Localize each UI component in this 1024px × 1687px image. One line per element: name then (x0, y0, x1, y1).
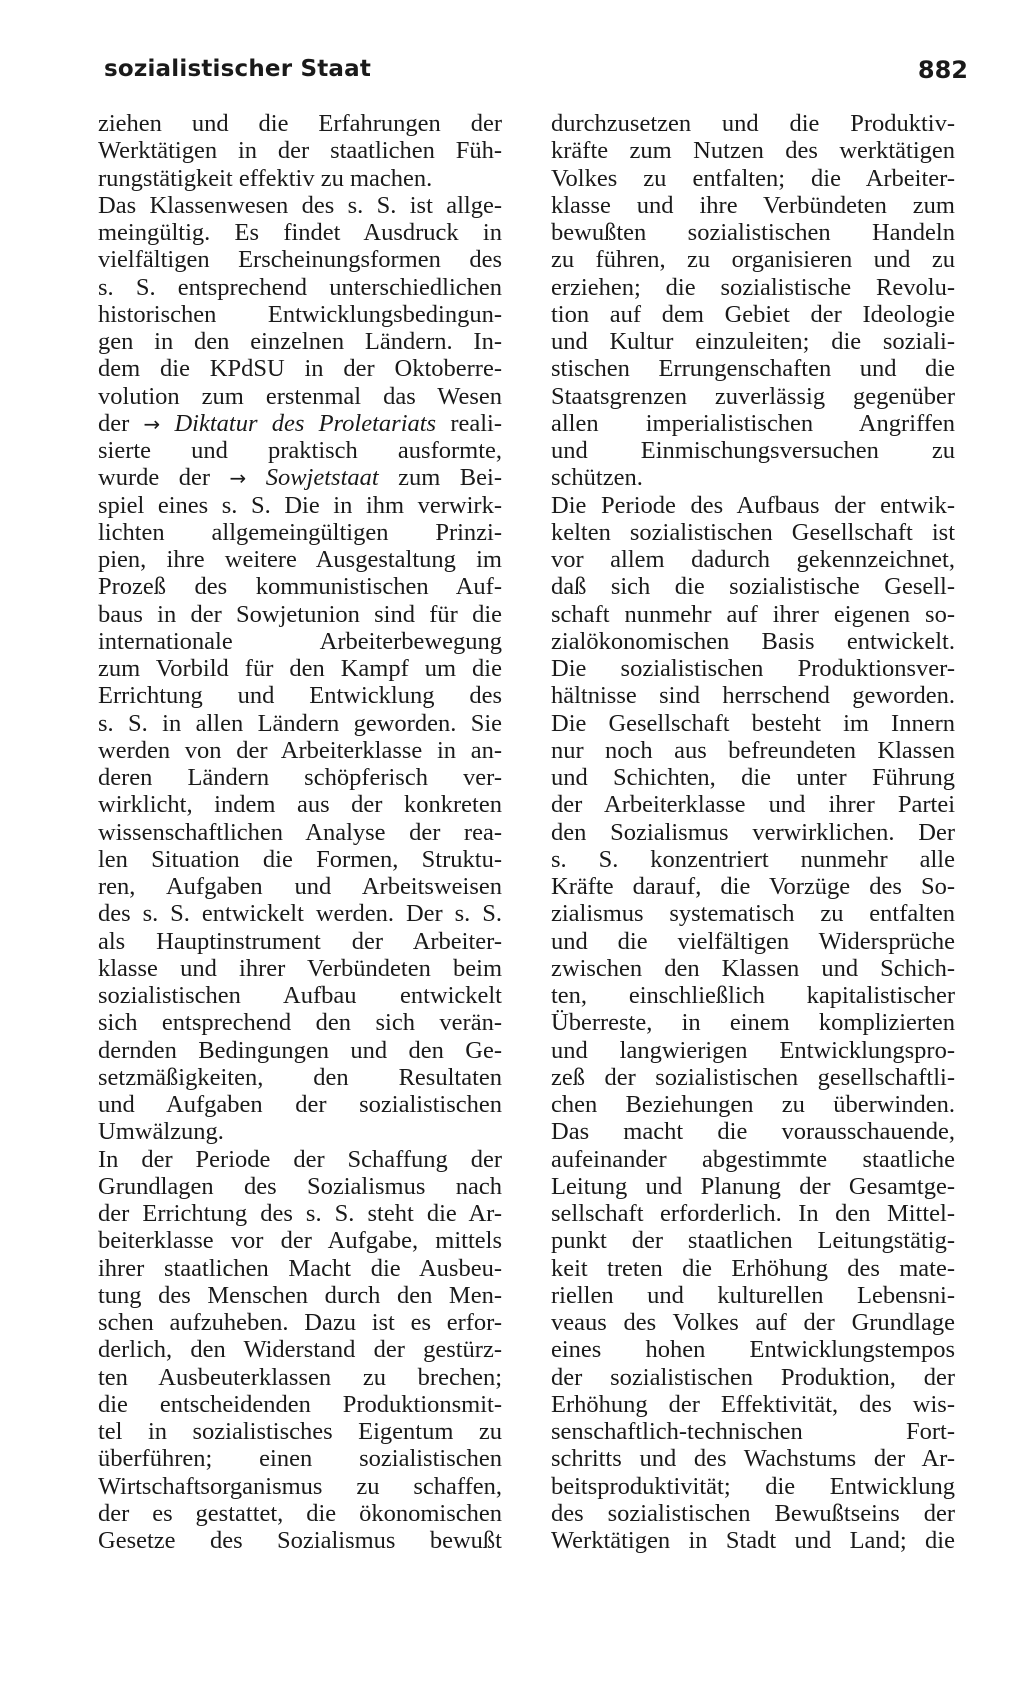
text-line (98, 464, 502, 491)
text-line: und Kultur einzuleiten; die soziali- (551, 328, 955, 355)
cross-reference-arrow-icon: → (229, 466, 247, 491)
text-line: erziehen; die sozialistische Revolu- (551, 273, 955, 301)
text-line: kräfte zum Nutzen des werktätigen (551, 137, 955, 165)
text-line: Das macht die vorausschauende, (551, 1118, 955, 1146)
text-line: lichten allgemeingültigen Prinzi- (98, 518, 502, 546)
text-line: ten Ausbeuterklassen zu brechen; (98, 1363, 502, 1391)
text-line: die entscheidenden Produktionsmit- (98, 1390, 502, 1418)
text-line: zialökonomischen Basis entwickelt. (551, 627, 955, 655)
text-line: punkt der staatlichen Leitungstätig- (551, 1227, 955, 1255)
text-fragment: wurde der (98, 464, 230, 492)
text-line: überführen; einen sozialistischen (98, 1445, 502, 1473)
text-line: schen aufzuheben. Dazu ist es erfor- (98, 1309, 502, 1336)
text-line: ziehen und die Erfahrungen der (98, 110, 502, 137)
text-line: allen imperialistischen Angriffen (551, 409, 955, 437)
text-column-right (551, 110, 955, 1554)
text-line: Gesetze des Sozialismus bewußt (98, 1527, 502, 1554)
text-line: zeß der sozialistischen gesellschaftli- (551, 1063, 955, 1091)
text-line: sellschaft erforderlich. In den Mittel- (551, 1200, 955, 1227)
text-line: Werktätigen in der staatlichen Füh- (98, 137, 502, 165)
text-line: eines hohen Entwicklungstempos (551, 1336, 955, 1364)
text-line: Wirtschaftsorganismus zu schaffen, (98, 1472, 502, 1500)
text-line: gen in den einzelnen Ländern. In- (98, 328, 502, 355)
text-line: und Schichten, die unter Führung (551, 764, 955, 791)
text-line: zwischen den Klassen und Schich- (551, 954, 955, 982)
text-line: len Situation die Formen, Struktu- (98, 845, 502, 873)
text-line: veaus des Volkes auf der Grundlage (551, 1309, 955, 1336)
text-line: werden von der Arbeiterklasse in an- (98, 736, 502, 764)
text-line: des s. S. entwickelt werden. Der s. S. (98, 900, 502, 928)
text-line: stischen Errungenschaften und die (551, 355, 955, 383)
text-line: s. S. in allen Ländern geworden. Sie (98, 709, 502, 737)
text-line: volution zum erstenmal das Wesen (98, 382, 502, 410)
text-line: Die Gesellschaft besteht im Innern (551, 709, 955, 737)
text-line: spiel eines s. S. Die in ihm verwirk- (98, 491, 502, 519)
text-line: sozialistischen Aufbau entwickelt (98, 982, 502, 1009)
text-line: s. S. entsprechend unterschiedlichen (98, 273, 502, 301)
text-line: s. S. konzentriert nunmehr alle (551, 845, 955, 873)
text-line: zialismus systematisch zu entfalten (551, 900, 955, 928)
text-line: der es gestattet, die ökonomischen (98, 1499, 502, 1527)
text-line: schritts und des Wachstums der Ar- (551, 1445, 955, 1473)
text-line (98, 410, 502, 437)
text-line: keit treten die Erhöhung des mate- (551, 1254, 955, 1282)
text-line: daß sich die sozialistische Gesell- (551, 573, 955, 601)
running-head (104, 56, 968, 92)
text-line: rungstätigkeit effektiv zu machen. (98, 164, 433, 192)
text-line: und die vielfältigen Widersprüche (551, 927, 955, 955)
text-line: nur noch aus befreundeten Klassen (551, 736, 955, 764)
text-line: klasse und ihre Verbündeten zum (551, 191, 955, 219)
text-line: Staatsgrenzen zuverlässig gegenüber (551, 382, 955, 410)
text-line: Die Periode des Aufbaus der entwik- (551, 491, 955, 519)
text-line: aufeinander abgestimmte staatliche (551, 1145, 955, 1173)
text-line: beiterklasse vor der Aufgabe, mittels (98, 1227, 502, 1255)
text-line: Umwälzung. (98, 1118, 224, 1146)
text-fragment: der (98, 409, 144, 437)
text-line: Werktätigen in Stadt und Land; die (551, 1527, 955, 1554)
text-line: tel in sozialistisches Eigentum zu (98, 1418, 502, 1445)
text-line: Grundlagen des Sozialismus nach (98, 1172, 502, 1200)
text-line: baus in der Sowjetunion sind für die (98, 600, 502, 628)
text-line: Prozeß des kommunistischen Auf- (98, 573, 502, 601)
text-line: internationale Arbeiterbewegung (98, 627, 502, 655)
text-line: des sozialistischen Bewußtseins der (551, 1499, 955, 1527)
text-line: dernden Bedingungen und den Ge- (98, 1036, 502, 1064)
text-line: historischen Entwicklungsbedingun- (98, 300, 502, 328)
text-line: Leitung und Planung der Gesamtge- (551, 1172, 955, 1200)
text-line: schaft nunmehr auf ihrer eigenen so- (551, 600, 955, 628)
text-line: ren, Aufgaben und Arbeitsweisen (98, 873, 502, 900)
text-line: Das Klassenwesen des s. S. ist allge- (98, 191, 502, 219)
cross-reference-term: Sowjetstaat (265, 464, 379, 492)
text-line: Überreste, in einem komplizierten (551, 1009, 955, 1037)
cross-reference-term: Diktatur des Proletariats (174, 409, 437, 437)
text-line: In der Periode der Schaffung der (98, 1145, 502, 1173)
running-head-title: sozialistischer Staat (104, 56, 372, 82)
text-line: zum Vorbild für den Kampf um die (98, 655, 502, 682)
text-line: sich entsprechend den sich verän- (98, 1009, 502, 1037)
page-number: 882 (917, 56, 968, 84)
text-line: der Errichtung des s. S. steht die Ar- (98, 1200, 502, 1227)
text-fragment: reali- (436, 409, 502, 437)
text-line: ten, einschließlich kapitalistischer (551, 982, 955, 1009)
text-line: meingültig. Es findet Ausdruck in (98, 219, 502, 246)
text-column-left (98, 110, 502, 1554)
text-line: riellen und kulturellen Lebensni- (551, 1281, 955, 1309)
text-line: wirklicht, indem aus der konkreten (98, 791, 502, 819)
text-line: tung des Menschen durch den Men- (98, 1281, 502, 1309)
text-line: klasse und ihrer Verbündeten beim (98, 954, 502, 982)
text-line: den Sozialismus verwirklichen. Der (551, 818, 955, 846)
text-line: beitsproduktivität; die Entwicklung (551, 1472, 955, 1500)
text-line: und Einmischungsversuchen zu (551, 437, 955, 464)
text-line: bewußten sozialistischen Handeln (551, 219, 955, 246)
text-line: vor allem dadurch gekennzeichnet, (551, 546, 955, 573)
text-line: als Hauptinstrument der Arbeiter- (98, 927, 502, 955)
text-line: sierte und praktisch ausformte, (98, 437, 502, 464)
text-line: tion auf dem Gebiet der Ideologie (551, 300, 955, 328)
text-line: ihrer staatlichen Macht die Ausbeu- (98, 1254, 502, 1282)
text-line: hältnisse sind herrschend geworden. (551, 682, 955, 710)
text-line: chen Beziehungen zu überwinden. (551, 1091, 955, 1118)
text-line: der sozialistischen Produktion, der (551, 1363, 955, 1391)
text-line: durchzusetzen und die Produktiv- (551, 110, 955, 137)
text-line: derlich, den Widerstand der gestürz- (98, 1336, 502, 1364)
text-fragment: zum Bei- (378, 464, 502, 492)
text-line: deren Ländern schöpferisch ver- (98, 764, 502, 791)
text-line: wissenschaftlichen Analyse der rea- (98, 818, 502, 846)
text-line: schützen. (551, 464, 643, 492)
text-line: der Arbeiterklasse und ihrer Partei (551, 791, 955, 819)
cross-reference-arrow-icon: → (143, 411, 161, 436)
text-line: kelten sozialistischen Gesellschaft ist (551, 518, 955, 546)
text-line: setzmäßigkeiten, den Resultaten (98, 1063, 502, 1091)
text-line: Volkes zu entfalten; die Arbeiter- (551, 164, 955, 192)
text-line: vielfältigen Erscheinungsformen des (98, 246, 502, 274)
text-line: pien, ihre weitere Ausgestaltung im (98, 546, 502, 573)
text-line: und langwierigen Entwicklungspro- (551, 1036, 955, 1064)
text-line: Errichtung und Entwicklung des (98, 682, 502, 710)
text-line: senschaftlich-technischen Fort- (551, 1418, 955, 1445)
text-line: zu führen, zu organisieren und zu (551, 246, 955, 274)
text-line: Erhöhung der Effektivität, des wis- (551, 1390, 955, 1418)
text-line: Kräfte darauf, die Vorzüge des So- (551, 873, 955, 900)
text-line: dem die KPdSU in der Oktoberre- (98, 355, 502, 383)
text-line: Die sozialistischen Produktionsver- (551, 655, 955, 682)
text-line: und Aufgaben der sozialistischen (98, 1091, 502, 1118)
